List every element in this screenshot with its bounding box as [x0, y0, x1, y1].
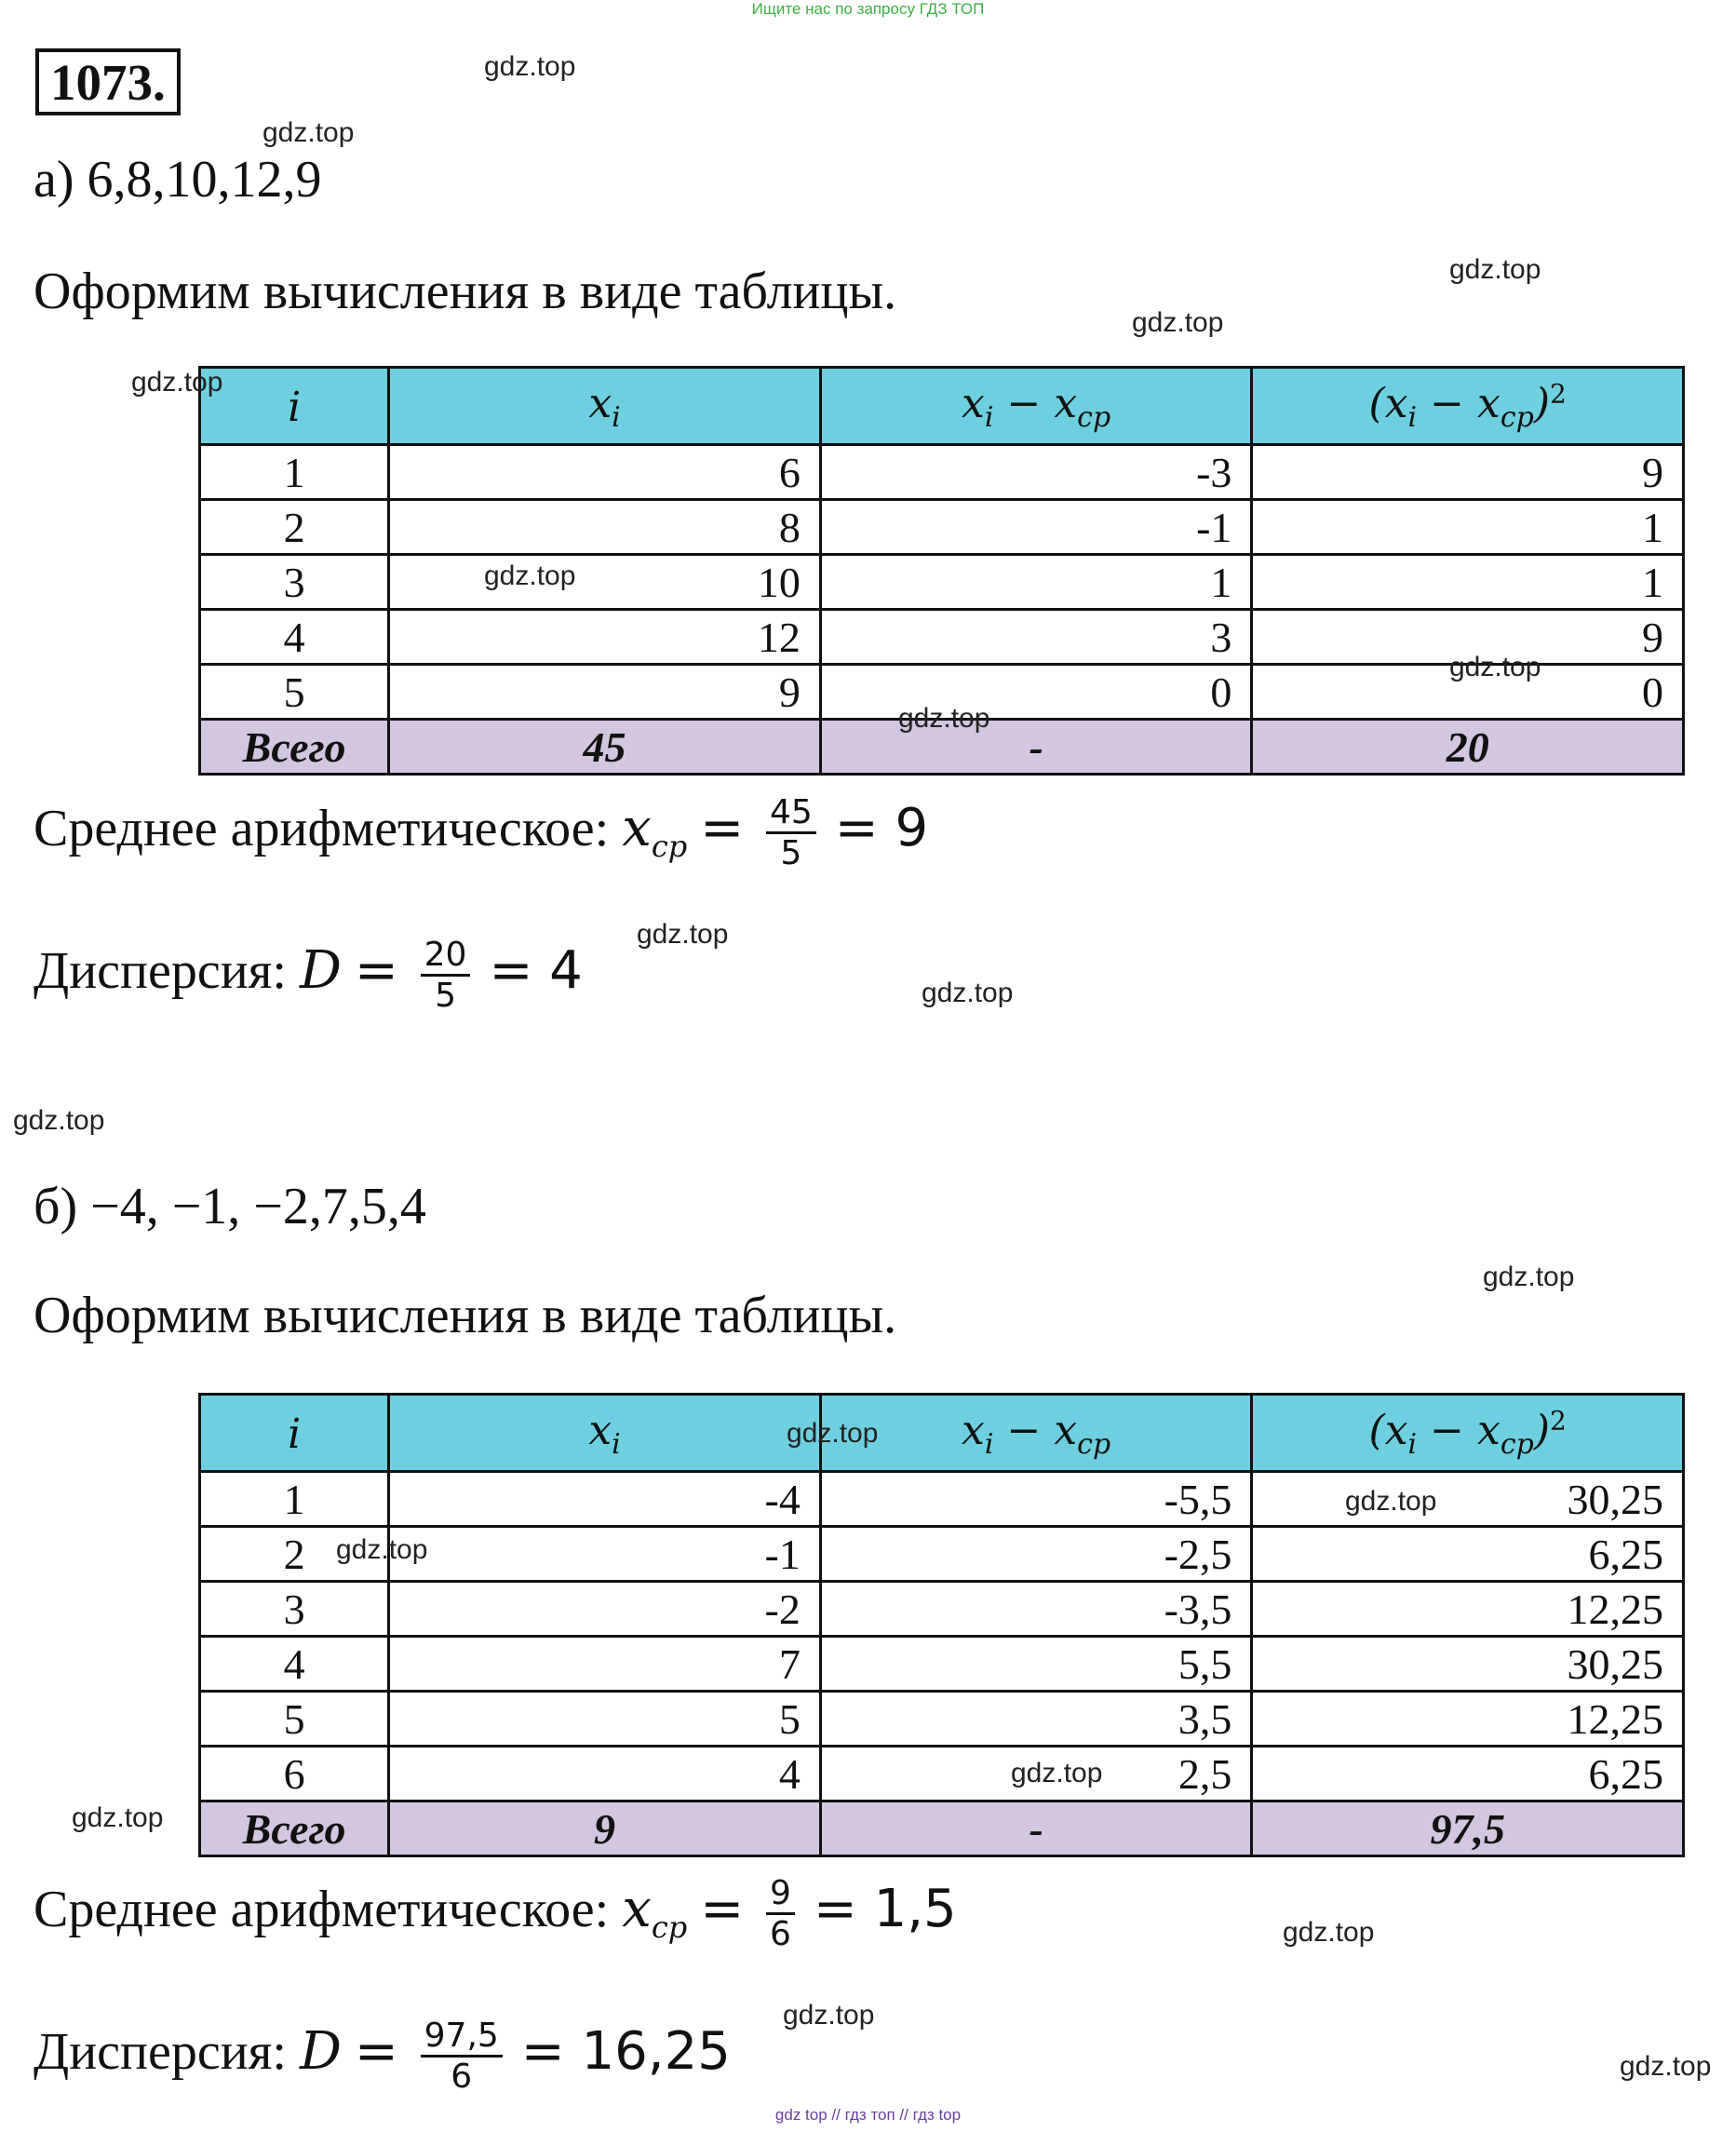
header-xi: $x_i$ [389, 1395, 821, 1472]
table-row: 2 8 -1 1 [200, 500, 1684, 555]
watermark: gdz.top [1620, 2051, 1712, 2082]
header-xi: $x_i$ [389, 368, 821, 445]
header-i: i [200, 1395, 389, 1472]
table-row: 6 4 2,5 6,25 [200, 1747, 1684, 1801]
part-b-mean-fraction: $\frac{9}{6}$ [766, 1874, 795, 1954]
part-b-table [198, 1393, 1685, 1857]
watermark: gdz.top [13, 1105, 105, 1136]
table-row: 1 6 -3 9 [200, 445, 1684, 500]
watermark: gdz.top [1283, 1917, 1375, 1948]
watermark: gdz.top [787, 1418, 879, 1449]
part-a-label: а) 6,8,10,12,9 [34, 151, 322, 209]
part-b-label: б) −4, −1, −2,7,5,4 [34, 1178, 426, 1235]
watermark: gdz.top [336, 1534, 428, 1565]
table-row: 5 9 0 0 [200, 665, 1684, 720]
part-b-disp-fraction: $\frac{97,5}{6}$ [421, 2017, 503, 2097]
problem-number: 1073. [35, 48, 181, 115]
part-b-mean: Среднее арифметическое: $x_{cp}$ = $\frac{9}{6}$ = 1,5 [34, 1874, 957, 1954]
watermark: gdz.top [783, 2000, 875, 2031]
watermark: gdz.top [1345, 1486, 1437, 1517]
watermark: gdz.top [484, 51, 576, 82]
watermark: gdz.top [637, 919, 729, 950]
watermark: gdz.top [1449, 652, 1541, 682]
watermark: gdz.top [1449, 254, 1541, 285]
table-row: 3 10 1 1 [200, 555, 1684, 610]
header-i: i [200, 368, 389, 445]
watermark: gdz.top [1132, 307, 1224, 338]
part-a-mean-fraction: $\frac{45}{5}$ [766, 793, 816, 873]
watermark: gdz.top [131, 367, 223, 398]
header-squared: $(x_i - x_{cp})^2$ [1252, 368, 1684, 445]
table-row: 2 -1 -2,5 6,25 [200, 1527, 1684, 1582]
header-deviation: $x_i - x_{cp}$ [820, 368, 1252, 445]
part-b-dispersion: Дисперсия: D = $\frac{97,5}{6}$ = 16,25 [34, 2017, 731, 2097]
watermark: gdz.top [484, 560, 576, 591]
footer: gdz top // гдз топ // гдз top [774, 2106, 962, 2124]
table-row: 1 -4 -5,5 30,25 [200, 1472, 1684, 1527]
watermark: gdz.top [898, 703, 990, 734]
part-a-intro: Оформим вычисления в виде таблицы. [34, 263, 897, 320]
table-row: 4 7 5,5 30,25 [200, 1637, 1684, 1692]
watermark: gdz.top [1483, 1262, 1575, 1292]
watermark: gdz.top [922, 978, 1014, 1008]
header-squared: $(x_i - x_{cp})^2$ [1252, 1395, 1684, 1472]
part-a-disp-fraction: $\frac{20}{5}$ [421, 936, 471, 1016]
watermark: gdz.top [72, 1802, 164, 1833]
table-total-row: Всего 45 - 20 [200, 720, 1684, 775]
header-deviation: $x_i - x_{cp}$ [820, 1395, 1252, 1472]
part-a-mean: Среднее арифметическое: $x_{cp}$ = $\frac{45}{5}$ = 9 [34, 793, 929, 873]
watermark: gdz.top [262, 117, 355, 148]
table-row: 5 5 3,5 12,25 [200, 1692, 1684, 1747]
table-row: 3 -2 -3,5 12,25 [200, 1582, 1684, 1637]
watermark: gdz.top [1011, 1758, 1103, 1788]
part-a-dispersion: Дисперсия: D = $\frac{20}{5}$ = 4 [34, 936, 583, 1016]
part-b-intro: Оформим вычисления в виде таблицы. [34, 1287, 897, 1344]
table-total-row: Всего 9 - 97,5 [200, 1801, 1684, 1856]
table-row: 4 12 3 9 [200, 610, 1684, 665]
top-note: Ищите нас по запросу ГДЗ ТОП [751, 0, 985, 18]
